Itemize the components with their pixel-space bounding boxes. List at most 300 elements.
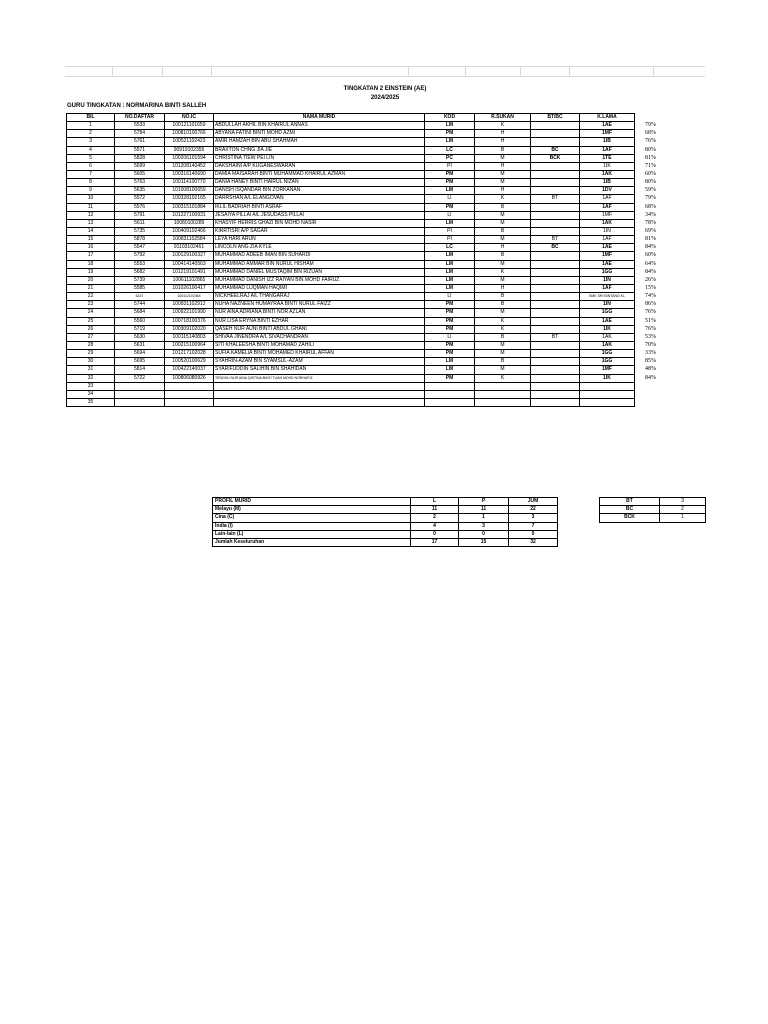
cell-no-daftar: 5735 [115, 227, 165, 235]
cell-k-lama: 1AK [580, 170, 635, 178]
cell-k-lama: 1MF [580, 211, 635, 219]
table-row [67, 244, 667, 252]
cell-no-ic: 100414140563 [165, 260, 214, 268]
profile-col-p: P [459, 498, 509, 506]
table-row [67, 374, 667, 382]
cell-no-ic: 100316140690 [165, 170, 214, 178]
cell-no-daftar: 5694 [115, 350, 165, 358]
cell-nama-murid: CHRISTINA TIEW PEI LIN [214, 154, 425, 162]
table-row [67, 268, 667, 276]
cell-kod: PM [425, 130, 475, 138]
cell-percentage: 81% [645, 236, 656, 243]
cell-k-lama: 1IB [580, 138, 635, 146]
cell-no-ic: 90919102355 [165, 146, 214, 154]
cell-percentage: 34% [645, 211, 656, 218]
cell-nama-murid: SYAHRIN-AZAM BIN SYAMSUL-AZAM [214, 358, 425, 366]
cell-no-ic: 100206101594 [165, 154, 214, 162]
table-row [67, 301, 667, 309]
cell-no-ic: 100831102912 [165, 301, 214, 309]
cell-kod: LM [425, 268, 475, 276]
cell-r-sukan: B [475, 227, 531, 235]
cell-r-sukan: M [475, 179, 531, 187]
cell-nama-murid: ABDULLAH AKHIL BIN KHAIRUL ANNAS [214, 122, 425, 130]
profile-cell-l: 11 [411, 506, 459, 514]
cell-bil: 2 [67, 130, 115, 138]
profile-cell-p: 0 [459, 530, 509, 538]
cell-k-lama: 1MF [580, 130, 635, 138]
cell-bt-bc [531, 398, 580, 406]
profile-col-l: L [411, 498, 459, 506]
cell-bt-bc [531, 317, 580, 325]
table-row [67, 293, 667, 301]
cell-no-daftar: 5684 [115, 309, 165, 317]
cell-no-ic: 100114100770 [165, 179, 214, 187]
cell-kod: LM [425, 219, 475, 227]
cell-nama-murid: TENGKU NUR AINA QISTINA BINTI TUAN MOHD NORHAFIZ [214, 374, 425, 382]
cell-nama-murid: KIRRTISRI A/P SAGAR [214, 227, 425, 235]
cell-nama-murid: MUHAMMAD DANISH IZZ RAIYAN BIN MOHD FAIRUZ [214, 276, 425, 284]
cell-bil: 16 [67, 244, 115, 252]
col-kod: KOD [425, 114, 475, 122]
cell-k-lama: 1TE [580, 154, 635, 162]
table-row [67, 284, 667, 292]
cell-no-daftar: 5784 [115, 130, 165, 138]
cell-kod: LM [425, 252, 475, 260]
cell-no-ic: 100129100327 [165, 252, 214, 260]
cell-no-daftar: 5814 [115, 366, 165, 374]
cell-percentage: 79% [645, 195, 656, 202]
cell-percentage: 64% [645, 260, 656, 267]
profile-cell-p: 15 [459, 538, 509, 546]
cell-no-daftar: 5719 [115, 325, 165, 333]
table-row [67, 195, 667, 203]
table-row [67, 162, 667, 170]
cell-kod: LM [425, 276, 475, 284]
cell-bt-bc [531, 170, 580, 178]
table-row [67, 227, 667, 235]
cell-kod [425, 398, 475, 406]
cell-r-sukan: H [475, 284, 531, 292]
cell-percentage: 70% [645, 342, 656, 348]
cell-kod: PM [425, 301, 475, 309]
cell-k-lama: 1AK [580, 219, 635, 227]
cell-no-daftar: 5576 [115, 203, 165, 211]
table-row [67, 390, 667, 398]
cell-bil: 34 [67, 390, 115, 398]
profile-row [213, 538, 558, 546]
cell-bt-bc [531, 268, 580, 276]
cell-no-ic: 100520100629 [165, 358, 214, 366]
cell-k-lama: 1IN [580, 227, 635, 235]
cell-no-ic: 100611102865 [165, 276, 214, 284]
cell-nama-murid: SYARIFUDDIN SALIHIN BIN SHAHIDAN [214, 366, 425, 374]
cell-no-daftar: 5761 [115, 138, 165, 146]
cell-kod: LM [425, 366, 475, 374]
table-row [67, 170, 667, 178]
cell-no-daftar [115, 390, 165, 398]
profile-cell-jum: 22 [509, 506, 558, 514]
cell-bt-bc [531, 203, 580, 211]
cell-bt-bc [531, 390, 580, 398]
col-bil: BIL [67, 114, 115, 122]
cell-bil: 19 [67, 268, 115, 276]
btbc-summary-row [600, 514, 706, 522]
profile-cell-label: India (I) [213, 522, 411, 530]
cell-k-lama [580, 390, 635, 398]
cell-no-daftar: 5722 [115, 374, 165, 382]
cell-kod: PM [425, 309, 475, 317]
cell-kod: PM [425, 374, 475, 382]
cell-percentage: 48% [645, 366, 656, 373]
cell-bil: 3 [67, 138, 115, 146]
cell-nama-murid [214, 390, 425, 398]
cell-kod: PM [425, 179, 475, 187]
cell-k-lama: 1AK [580, 333, 635, 341]
cell-no-daftar: 5533 [115, 122, 165, 130]
cell-k-lama: 1IN [580, 301, 635, 309]
table-header-row [67, 114, 667, 122]
cell-nama-murid: DANIA HANEY BINTI HAIRUL NIZAN [214, 179, 425, 187]
cell-no-daftar: 5695 [115, 358, 165, 366]
cell-nama-murid: NICKHEELRAJ A/L THANGARAJ [214, 293, 425, 301]
cell-bt-bc: BT [531, 333, 580, 341]
cell-bil: 29 [67, 350, 115, 358]
cell-no-daftar: 5560 [115, 317, 165, 325]
cell-kod: PM [425, 203, 475, 211]
cell-kod: PI [425, 227, 475, 235]
table-row [67, 333, 667, 341]
table-row [67, 219, 667, 227]
cell-no-daftar: 5739 [115, 276, 165, 284]
cell-k-lama: 1IK [580, 162, 635, 170]
profile-row [213, 514, 558, 522]
cell-r-sukan: B [475, 203, 531, 211]
cell-kod: LC [425, 146, 475, 154]
cell-kod: LC [425, 244, 475, 252]
col-r-sukan: R.SUKAN [475, 114, 531, 122]
cell-r-sukan: M [475, 276, 531, 284]
cell-bil: 4 [67, 146, 115, 154]
cell-nama-murid: KHASYIF HERRIS GHAZI BIN MOHD NASIR [214, 219, 425, 227]
sheet-gridlines [65, 66, 705, 77]
cell-nama-murid: AMIR HAMZAH BIN ABU SHAHMAH [214, 138, 425, 146]
cell-k-lama: 1AE [580, 317, 635, 325]
cell-percentage: 76% [645, 138, 656, 145]
cell-kod: LM [425, 284, 475, 292]
btbc-count: 2 [660, 506, 706, 514]
btbc-key: BCK [600, 514, 660, 522]
profile-cell-label: Cina (C) [213, 514, 411, 522]
cell-r-sukan: H [475, 244, 531, 252]
btbc-count: 3 [660, 498, 706, 506]
cell-r-sukan: K [475, 317, 531, 325]
cell-nama-murid: QASEH NUR AUNI BINTI ABDUL GHANI [214, 325, 425, 333]
profile-cell-label: Jumlah Keseluruhan [213, 538, 411, 546]
btbc-summary-row [600, 498, 706, 506]
table-row [67, 203, 667, 211]
cell-bt-bc [531, 293, 580, 301]
btbc-summary-row [600, 506, 706, 514]
cell-bt-bc [531, 276, 580, 284]
cell-bil: 14 [67, 227, 115, 235]
cell-r-sukan: M [475, 154, 531, 162]
table-row [67, 366, 667, 374]
cell-kod: LM [425, 358, 475, 366]
table-row [67, 341, 667, 349]
cell-bil: 21 [67, 284, 115, 292]
class-teacher: GURU TINGKATAN : NORMARINA BINTI SALLEH [67, 103, 207, 109]
cell-bil: 22 [67, 293, 115, 301]
profile-row [213, 506, 558, 514]
cell-k-lama: 1AE [580, 122, 635, 130]
cell-nama-murid: MUHAMMAD DANIEL MUSTAQIM BIN RIZUAN [214, 268, 425, 276]
cell-r-sukan: M [475, 211, 531, 219]
cell-k-lama: 1GG [580, 309, 635, 317]
cell-kod: LI [425, 211, 475, 219]
cell-k-lama: 1AF [580, 146, 635, 154]
table-row [67, 382, 667, 390]
cell-no-daftar: 5635 [115, 187, 165, 195]
cell-bil: 30 [67, 358, 115, 366]
cell-percentage: 80% [645, 179, 656, 186]
profile-cell-jum: 3 [509, 514, 558, 522]
cell-bt-bc [531, 284, 580, 292]
cell-r-sukan: K [475, 122, 531, 130]
cell-r-sukan: B [475, 333, 531, 341]
btbc-key: BC [600, 506, 660, 514]
cell-nama-murid: MUHAMMAD ADEEB IMAN BIN SUHARDI [214, 252, 425, 260]
cell-no-ic: 101208140452 [165, 162, 214, 170]
cell-nama-murid: DAMIA MAISARAH BINTI MUHAMMAD KHAIRUL AZMAN [214, 170, 425, 178]
cell-nama-murid: IKLIL BADRIAH BINTI ASRAF [214, 203, 425, 211]
cell-bt-bc [531, 187, 580, 195]
cell-k-lama: 1AE [580, 244, 635, 252]
cell-percentage: 68% [645, 130, 656, 137]
cell-bil: 20 [67, 276, 115, 284]
cell-no-ic: 100112102364 [165, 293, 214, 301]
table-row [67, 122, 667, 130]
cell-percentage: 84% [645, 268, 656, 275]
cell-kod: PI [425, 162, 475, 170]
profile-title: PROFIL MURID [213, 498, 411, 506]
cell-k-lama: 1DV [580, 187, 635, 195]
cell-no-daftar: 5585 [115, 284, 165, 292]
cell-bil: 32 [67, 374, 115, 382]
cell-bt-bc [531, 309, 580, 317]
cell-r-sukan: M [475, 219, 531, 227]
cell-k-lama: 1AE [580, 260, 635, 268]
cell-no-daftar: 5744 [115, 301, 165, 309]
table-row [67, 130, 667, 138]
cell-bt-bc: BT [531, 195, 580, 203]
cell-no-ic: 91103102461 [165, 244, 214, 252]
cell-percentage: 15% [645, 285, 656, 292]
cell-kod: PI [425, 236, 475, 244]
cell-nama-murid: ABYANA FATINI BINTI MOHD AZMI [214, 130, 425, 138]
cell-kod: LI [425, 293, 475, 301]
cell-no-ic: 101026100417 [165, 284, 214, 292]
cell-no-ic: 101219101491 [165, 268, 214, 276]
col-no-daftar: NO.DAFTAR [115, 114, 165, 122]
cell-r-sukan: M [475, 350, 531, 358]
table-row [67, 236, 667, 244]
cell-no-ic: 10080100289 [165, 219, 214, 227]
cell-percentage [635, 382, 667, 390]
cell-k-lama: 1MF [580, 366, 635, 374]
cell-no-ic: 100121101659 [165, 122, 214, 130]
cell-k-lama: 1IN [580, 276, 635, 284]
cell-r-sukan [475, 382, 531, 390]
cell-nama-murid: DAKSHAINI A/P KUGANESWARAN [214, 162, 425, 170]
cell-kod: LM [425, 260, 475, 268]
cell-no-ic: 100309102020 [165, 325, 214, 333]
cell-percentage: 71% [645, 162, 656, 169]
cell-bt-bc: BC [531, 244, 580, 252]
btbc-count: 1 [660, 514, 706, 522]
cell-r-sukan: M [475, 341, 531, 349]
cell-bil: 12 [67, 211, 115, 219]
cell-kod: PM [425, 325, 475, 333]
cell-k-lama: 1AF [580, 195, 635, 203]
cell-r-sukan: H [475, 187, 531, 195]
cell-bil: 26 [67, 325, 115, 333]
cell-bil: 6 [67, 162, 115, 170]
student-table [66, 113, 667, 407]
cell-bt-bc [531, 366, 580, 374]
academic-year: 2024/2025 [370, 95, 400, 101]
cell-r-sukan [475, 398, 531, 406]
cell-percentage: 26% [645, 276, 656, 283]
cell-no-daftar: 5571 [115, 146, 165, 154]
btbc-summary-table [599, 497, 706, 523]
cell-r-sukan: M [475, 366, 531, 374]
cell-k-lama: 1GG [580, 358, 635, 366]
cell-bt-bc [531, 227, 580, 235]
cell-no-ic: 101217102028 [165, 350, 214, 358]
cell-nama-murid: NUR AINA ADRIANA BINTI NOR AZLAN [214, 309, 425, 317]
cell-k-lama: 1IB [580, 179, 635, 187]
cell-percentage: 84% [645, 244, 656, 251]
cell-percentage: 60% [645, 171, 656, 178]
profile-cell-p: 1 [459, 514, 509, 522]
cell-percentage: 33% [645, 350, 656, 357]
cell-bil: 17 [67, 252, 115, 260]
cell-percentage: 84% [645, 374, 656, 381]
cell-k-lama [580, 398, 635, 406]
col-bt-bc: BT/BC [531, 114, 580, 122]
cell-bil: 24 [67, 309, 115, 317]
cell-bt-bc [531, 382, 580, 390]
cell-no-daftar: 5763 [115, 179, 165, 187]
cell-percentage: 69% [645, 228, 656, 235]
cell-nama-murid: NUR LISA ERYNA BINTI EZHAR [214, 317, 425, 325]
cell-r-sukan: B [475, 252, 531, 260]
profile-cell-l: 17 [411, 538, 459, 546]
cell-bil: 25 [67, 317, 115, 325]
cell-kod: PC [425, 154, 475, 162]
table-row [67, 187, 667, 195]
col-k-lama: K.LAMA [580, 114, 635, 122]
cell-nama-murid: SITI KHALEESHA BINTI MOHAMAD ZAHILI [214, 341, 425, 349]
table-row [67, 260, 667, 268]
cell-no-ic: 100315101884 [165, 203, 214, 211]
cell-bil: 35 [67, 398, 115, 406]
cell-kod: LI [425, 195, 475, 203]
cell-nama-murid: JESAIYA PILLAI A/L JESUDASS PILLAI [214, 211, 425, 219]
cell-percentage: 85% [645, 358, 656, 365]
cell-bil: 7 [67, 170, 115, 178]
table-row [67, 252, 667, 260]
cell-nama-murid: BRAXTON CHNG JIA JIE [214, 146, 425, 154]
cell-no-daftar: 5792 [115, 252, 165, 260]
table-row [67, 398, 667, 406]
table-row [67, 179, 667, 187]
cell-kod: LM [425, 138, 475, 146]
cell-k-lama: 1AK [580, 341, 635, 349]
col-nama-murid: NAMA MURID [214, 114, 425, 122]
cell-percentage: 86% [645, 301, 656, 308]
cell-k-lama: 1AF [580, 236, 635, 244]
cell-no-ic: 100806080926 [165, 374, 214, 382]
cell-bt-bc [531, 122, 580, 130]
cell-bil: 8 [67, 179, 115, 187]
cell-kod: LI [425, 333, 475, 341]
cell-bt-bc [531, 162, 580, 170]
cell-r-sukan: K [475, 374, 531, 382]
cell-k-lama: 1GG [580, 268, 635, 276]
cell-bil: 31 [67, 366, 115, 374]
cell-kod: LM [425, 122, 475, 130]
cell-k-lama: 1IK [580, 325, 635, 333]
cell-nama-murid: SHIVAA JINENDRA A/L SIVACHANDRAN [214, 333, 425, 341]
cell-r-sukan: K [475, 325, 531, 333]
cell-k-lama: SMK SRI BINTANG KL [580, 293, 635, 301]
cell-no-daftar: 5682 [115, 268, 165, 276]
cell-percentage: 78% [645, 219, 656, 226]
cell-no-daftar: 5630 [115, 333, 165, 341]
cell-percentage: 51% [645, 317, 656, 324]
cell-no-daftar: 6237 [115, 293, 165, 301]
cell-r-sukan: B [475, 301, 531, 309]
cell-nama-murid [214, 398, 425, 406]
cell-bil: 27 [67, 333, 115, 341]
cell-percentage [635, 390, 667, 398]
profile-row [213, 530, 558, 538]
cell-kod: PM [425, 170, 475, 178]
cell-no-ic: 100328102165 [165, 195, 214, 203]
profile-row [213, 522, 558, 530]
cell-kod: PM [425, 317, 475, 325]
table-row [67, 358, 667, 366]
cell-no-daftar: 5611 [115, 219, 165, 227]
cell-no-daftar [115, 382, 165, 390]
table-row [67, 276, 667, 284]
cell-bt-bc [531, 358, 580, 366]
cell-nama-murid: SUFIA KAMELIA BINTI MOHAMED KHAIRUL AFFAN [214, 350, 425, 358]
cell-bt-bc: BCK [531, 154, 580, 162]
cell-bil: 18 [67, 260, 115, 268]
profile-cell-jum: 32 [509, 538, 558, 546]
cell-k-lama [580, 382, 635, 390]
cell-r-sukan: B [475, 358, 531, 366]
cell-kod: PM [425, 341, 475, 349]
cell-bil: 13 [67, 219, 115, 227]
cell-bil: 1 [67, 122, 115, 130]
cell-r-sukan: H [475, 138, 531, 146]
cell-bil: 15 [67, 236, 115, 244]
cell-bt-bc [531, 211, 580, 219]
cell-no-daftar: 5828 [115, 154, 165, 162]
